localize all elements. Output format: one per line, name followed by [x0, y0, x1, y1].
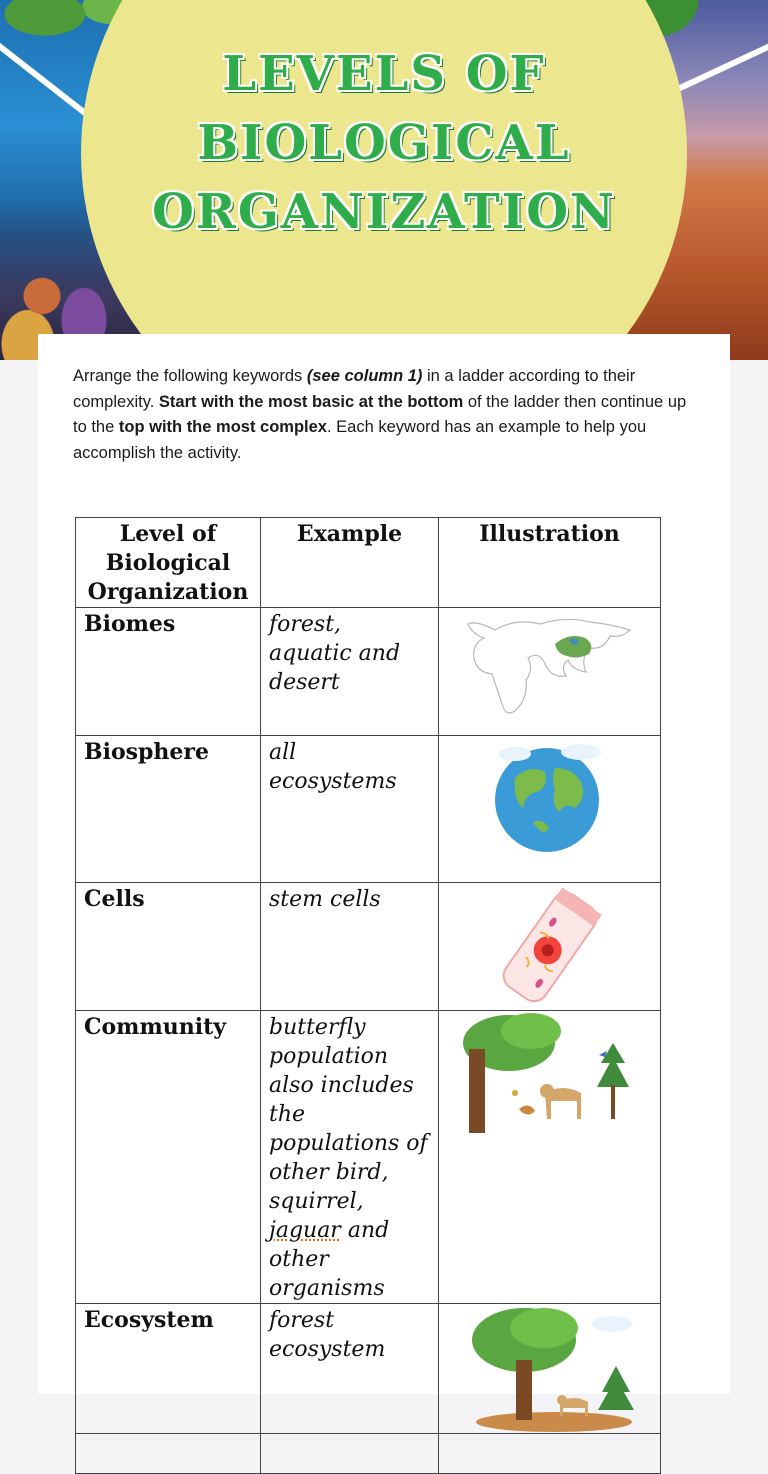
world-map-icon	[439, 608, 661, 736]
level-cell: Ecosystem	[76, 1304, 261, 1434]
instr-part3: of the ladder then continue up to the	[73, 392, 687, 436]
level-cell: Community	[76, 1011, 261, 1304]
instructions-text	[73, 364, 703, 466]
example-cell	[261, 1011, 439, 1304]
instr-part4: . Each keyword has an example to help you accomplish the activity.	[73, 418, 647, 462]
earth-globe-icon	[439, 736, 661, 883]
header-illustration: Illustration	[439, 518, 661, 608]
worksheet-card	[38, 334, 730, 1394]
example-text-c: and other organisms	[269, 1218, 390, 1301]
header-example: Example	[261, 518, 439, 608]
tree-ecosystem-icon	[439, 1304, 661, 1434]
instr-part1: Arrange the following keywords	[73, 367, 307, 385]
cell-icon	[439, 883, 661, 1011]
level-cell: Biomes	[76, 608, 261, 736]
table-row	[76, 883, 661, 1011]
table-row	[76, 1434, 661, 1474]
example-cell	[261, 1434, 439, 1474]
table-row	[76, 736, 661, 883]
page-title: LEVELS OF BIOLOGICAL ORGANIZATION	[152, 46, 616, 240]
level-cell	[76, 1434, 261, 1474]
example-cell: stem cells	[261, 883, 439, 1011]
level-cell: Biosphere	[76, 736, 261, 883]
forest-animals-icon	[439, 1011, 661, 1304]
table-header-row	[76, 518, 661, 608]
instr-bold2: top with the most complex	[118, 418, 327, 436]
header-banner	[0, 0, 768, 360]
example-text-b: jaguar	[269, 1218, 341, 1243]
example-cell: all ecosystems	[261, 736, 439, 883]
header-level: Level of Biological Organization	[76, 518, 261, 608]
partial-icon	[439, 1434, 661, 1474]
table-row	[76, 608, 661, 736]
example-cell: forest ecosystem	[261, 1304, 439, 1434]
example-text-a: butterfly population also includes the populations of other bird, squirrel,	[269, 1015, 428, 1214]
instr-part2: in a ladder according to their complexity.	[73, 367, 636, 411]
level-cell: Cells	[76, 883, 261, 1011]
table-row	[76, 1011, 661, 1304]
levels-table	[75, 517, 661, 1474]
example-cell: forest, aquatic and desert	[261, 608, 439, 736]
table-row	[76, 1304, 661, 1434]
instr-bold1: Start with the most basic at the bottom	[158, 392, 464, 411]
instr-emphasis: (see column 1)	[306, 367, 423, 385]
